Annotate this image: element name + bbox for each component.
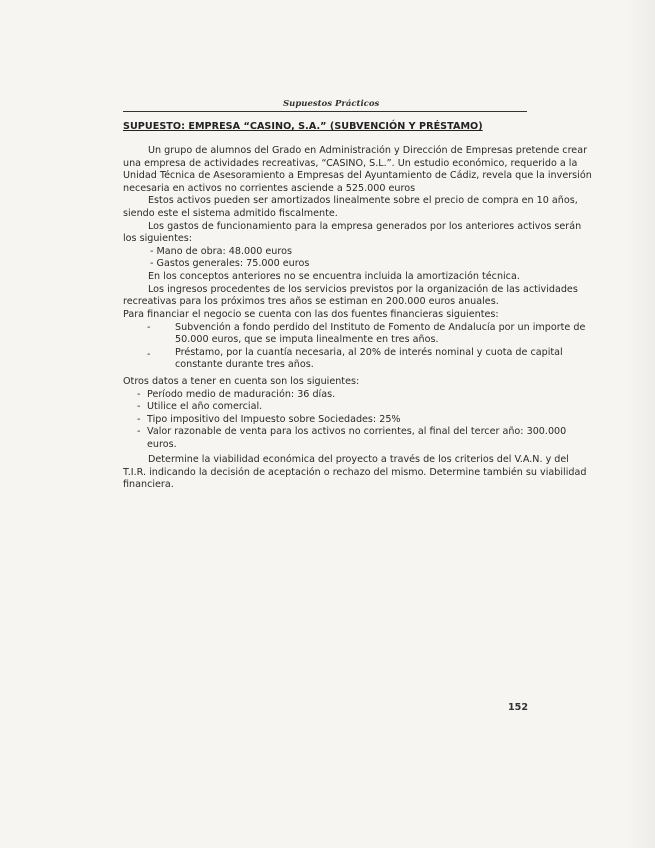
list-item-line: Tipo impositivo del Impuesto sobre Sociedades: 25% xyxy=(147,413,401,425)
header-rule xyxy=(123,111,527,112)
paragraph-line: una empresa de actividades recreativas, “CASINO, S.L.”. Un estudio económico, requerido a la xyxy=(123,157,578,169)
list-item-line: Préstamo, por la cuantía necesaria, al 20% de interés nominal y cuota de capital xyxy=(175,346,563,358)
paragraph-line: Los gastos de funcionamiento para la empresa generados por los anteriores activos serán xyxy=(148,220,582,232)
scan-shadow xyxy=(625,0,655,848)
paragraph-line: necesaria en activos no corrientes asciende a 525.000 euros xyxy=(123,182,416,194)
list-item-line: 50.000 euros, que se imputa linealmente en tres años. xyxy=(175,334,439,346)
list-item xyxy=(123,321,586,347)
list-item xyxy=(123,346,563,372)
list-item xyxy=(123,414,528,427)
bullet: - xyxy=(137,426,141,438)
section-lead: Para financiar el negocio se cuenta con las dos fuentes financieras siguientes: xyxy=(123,309,499,320)
bullet: - xyxy=(147,348,151,360)
intro-section xyxy=(123,145,592,309)
paragraph-line: Los ingresos procedentes de los servicios previstos por la organización de las actividades xyxy=(148,283,578,295)
list-item xyxy=(123,389,528,402)
paragraph-line: En los conceptos anteriores no se encuentra incluida la amortización técnica. xyxy=(148,270,520,282)
paragraph-line: T.I.R. indicando la decisión de aceptación o rechazo del mismo. Determine también su viabilidad xyxy=(123,466,587,478)
list-item xyxy=(123,426,567,451)
financing-section xyxy=(123,309,586,372)
paragraph-line: recreativas para los próximos tres años se estiman en 200.000 euros anuales. xyxy=(123,296,499,308)
list-item xyxy=(123,401,528,414)
exercise-title: SUPUESTO: EMPRESA “CASINO, S.A.” (SUBVENCIÓN Y PRÉSTAMO) xyxy=(123,121,483,132)
paragraph-line: Determine la viabilidad económica del proyecto a través de los criterios del V.A.N. y del xyxy=(148,454,569,465)
task-section xyxy=(123,454,587,492)
list-item-line: constante durante tres años. xyxy=(175,359,314,371)
list-item-line: Subvención a fondo perdido del Instituto de Fomento de Andalucía por un importe de xyxy=(175,321,586,333)
list-item-line: Utilice el año comercial. xyxy=(147,401,263,413)
paragraph-line: financiera. xyxy=(123,479,174,491)
page-number: 152 xyxy=(508,702,529,713)
paragraph-line: Estos activos pueden ser amortizados linealmente sobre el precio de compra en 10 años, xyxy=(148,195,578,207)
list-item-line: Valor razonable de venta para los activos no corrientes, al final del tercer año: 300.000 xyxy=(147,426,567,438)
list-item: - Gastos generales: 75.000 euros xyxy=(150,258,310,270)
paragraph-line: Un grupo de alumnos del Grado en Administración y Dirección de Empresas pretende crear xyxy=(148,145,588,156)
paragraph-line: Unidad Técnica de Asesoramiento a Empresas del Ayuntamiento de Cádiz, revela que la inversión xyxy=(123,170,592,182)
other-data-section xyxy=(123,376,567,452)
paragraph-line: los siguientes: xyxy=(123,233,192,245)
bullet: - xyxy=(147,321,151,333)
running-header: Supuestos Prácticos xyxy=(283,99,380,109)
paragraph-line: siendo este el sistema admitido fiscalmente. xyxy=(123,207,338,219)
list-item-line: Período medio de maduración: 36 días. xyxy=(147,388,336,400)
list-item: - Mano de obra: 48.000 euros xyxy=(150,245,292,257)
list-item-line: euros. xyxy=(147,438,177,450)
section-lead: Otros datos a tener en cuenta son los siguientes: xyxy=(123,376,360,387)
bullet: - xyxy=(137,413,141,425)
bullet: - xyxy=(137,401,141,413)
bullet: - xyxy=(137,388,141,400)
